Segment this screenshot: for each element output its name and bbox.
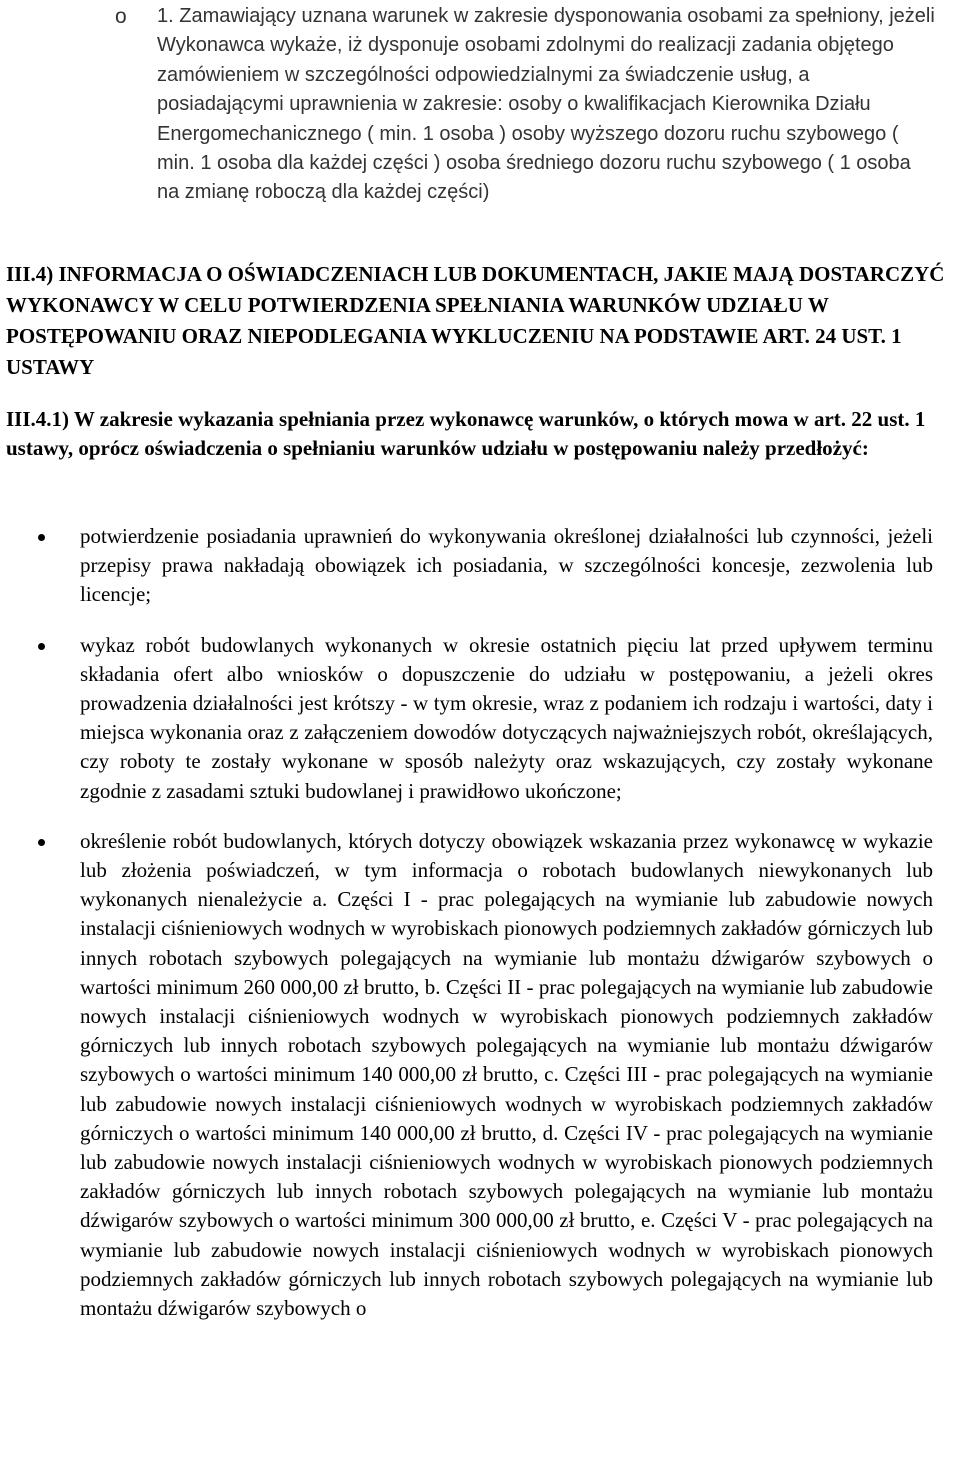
list-item-text: potwierdzenie posiadania uprawnień do wykonywania określonej działalności lub czynności, jeżeli przepisy prawa nakładają obowiązek ich posiadania, w szczególności koncesje, zezwolenia lub licencje; (80, 524, 933, 607)
list-item (38, 522, 933, 610)
list-item-text: wykaz robót budowlanych wykonanych w okresie ostatnich pięciu lat przed upływem terminu składania ofert albo wniosków o dopuszczenie do udziału w postępowaniu, a jeżeli okres prowadzenia działalności jest krótszy - w tym okresie, wraz z podaniem ich rodzaju i wartości, daty i miejsca wykonania oraz z załączeniem dowodów dotyczących najważniejszych robót, określających, czy roboty te zostały wykonane w sposób należyty oraz wskazujących, czy zostały wykonane zgodnie z zasadami sztuki budowlanej i prawidłowo ukończone; (80, 632, 933, 803)
bullet-dot-icon (38, 534, 45, 541)
list-item (38, 631, 933, 806)
sub-bullet-text: 1. Zamawiający uznana warunek w zakresie dysponowania osobami za spełniony, jeżeli Wykonawca wykaże, iż dysponuje osobami zdolnymi do realizacji zadania objętego zamówieniem w szczególności odpowiedzialnymi za świadczenie usług, a posiadającymi uprawnienia w zakresie: osoby o kwalifikacjach Kierownika Działu Energomechanicznego ( min. 1 osoba ) osoby wyższego dozoru ruchu szybowego ( min. 1 osoba dla każdej części ) osoba średniego dozoru ruchu szybowego ( 1 osoba na zmianę roboczą dla każdej części) (157, 5, 935, 204)
bullet-dot-icon (38, 643, 45, 650)
list-item (38, 827, 933, 1323)
subsection-heading: III.4.1) W zakresie wykazania spełniania przez wykonawcę warunków, o których mowa w art. 22 ust. 1 ustawy, oprócz oświadczenia o spełnianiu warunków udziału w postępowaniu należy przedłożyć: (6, 407, 926, 460)
list-item-text: określenie robót budowlanych, których dotyczy obowiązek wskazania przez wykonawcę w wykazie lub złożenia poświadczeń, w tym informacja o robotach budowlanych niewykonanych lub wykonanych nienależycie a. Części I - prac polegających na wymianie lub zabudowie nowych instalacji ciśnieniowych wodnych w wyrobiskach pionowych podziemnych zakładów górniczych lub innych robotach szybowych polegających na wymianie lub montażu dźwigarów szybowych o wartości minimum 260 000,00 zł brutto, b. Części II - prac polegających na wymianie lub zabudowie nowych instalacji ciśnieniowych wodnych w wyrobiskach pionowych podziemnych zakładów górniczych lub innych robotach szybowych polegających na wymianie lub montażu dźwigarów szybowych o wartości minimum 140 000,00 zł brutto, c. Części III - prac polegających na wymianie lub zabudowie nowych instalacji ciśnieniowych wodnych w wyrobiskach podziemnych zakładów górniczych o wartości minimum 140 000,00 zł brutto, d. Części IV - prac polegających na wymianie lub zabudowie nowych instalacji ciśnieniowych wodnych w wyrobiskach pionowych podziemnych zakładów górniczych lub innych robotach szybowych polegających na wymianie lub montażu dźwigarów szybowych o wartości minimum 300 000,00 zł brutto, e. Części V - prac polegających na wymianie lub zabudowie nowych instalacji ciśnieniowych wodnych w wyrobiskach pionowych podziemnych zakładów górniczych lub innych robotach szybowych polegających na wymianie lub montażu dźwigarów szybowych o (80, 828, 933, 1321)
section-heading: III.4) INFORMACJA O OŚWIADCZENIACH LUB DOKUMENTACH, JAKIE MAJĄ DOSTARCZYĆ WYKONAWCY W CELU POTWIERDZENIA SPEŁNIANIA WARUNKÓW UDZIAŁU W POSTĘPOWANIU ORAZ NIEPODLEGANIA WYKLUCZENIU NA PODSTAWIE ART. 24 UST. 1 USTAWY (6, 262, 945, 379)
bullet-dot-icon (38, 839, 45, 846)
sub-bullet-marker: o (115, 5, 127, 28)
requirements-list (38, 522, 933, 1344)
sub-bullet-item (115, 2, 935, 208)
